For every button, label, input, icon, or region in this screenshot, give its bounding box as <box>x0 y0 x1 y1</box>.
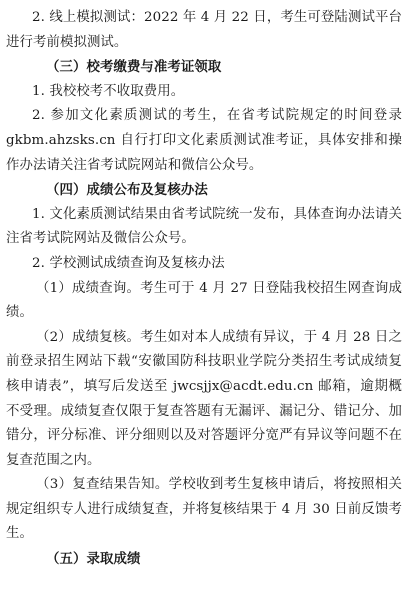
paragraph-no-fee: 1. 我校校考不收取费用。 <box>32 83 185 99</box>
heading-fee-and-admission-ticket: （三）校考缴费与准考证领取 <box>46 59 222 76</box>
paragraph-school-score-query-methods: 2. 学校测试成绩查询及复核办法 <box>32 255 225 271</box>
heading-admission-scores: （五）录取成绩 <box>46 551 141 568</box>
paragraph-score-review: （2）成绩复核。考生如对本人成绩有异议，于 4 月 28 日之前登录招生网站下载“安徽国防科技职业学院分类招生考试成绩复核申请表”，填写后发送至 jwcsjjx@acdt.edu.cn 邮箱，逾期概不受理。成绩复查仅限于复查答题有无漏评、漏记分、错记分、加错分，评分标准、评分细则以及对答题评分宽严有异议等问题不在复查范围之内。 <box>6 329 402 468</box>
heading-score-publication-and-review: （四）成绩公布及复核办法 <box>46 182 208 199</box>
paragraph-print-admission-ticket: 2. 参加文化素质测试的考生，在省考试院规定的时间登录 gkbm.ahzsks.cn 自行打印文化素质测试准考证，具体安排和操作办法请关注省考试院网站和微信公众号。 <box>6 108 402 173</box>
paragraph-cultural-test-results: 1. 文化素质测试结果由省考试院统一发布，具体查询办法请关注省考试院网站及微信公众号。 <box>6 206 402 247</box>
paragraph-score-query: （1）成绩查询。考生可于 4 月 27 日登陆我校招生网查询成绩。 <box>6 280 402 321</box>
paragraph-online-mock-test: 2. 线上模拟测试：2022 年 4 月 22 日，考生可登陆测试平台进行考前模拟测试。 <box>6 10 402 50</box>
paragraph-review-result-notice: （3）复查结果告知。学校收到考生复核申请后，将按照相关规定组织专人进行成绩复查，并将复核结果于 4 月 30 日前反馈考生。 <box>6 477 402 542</box>
